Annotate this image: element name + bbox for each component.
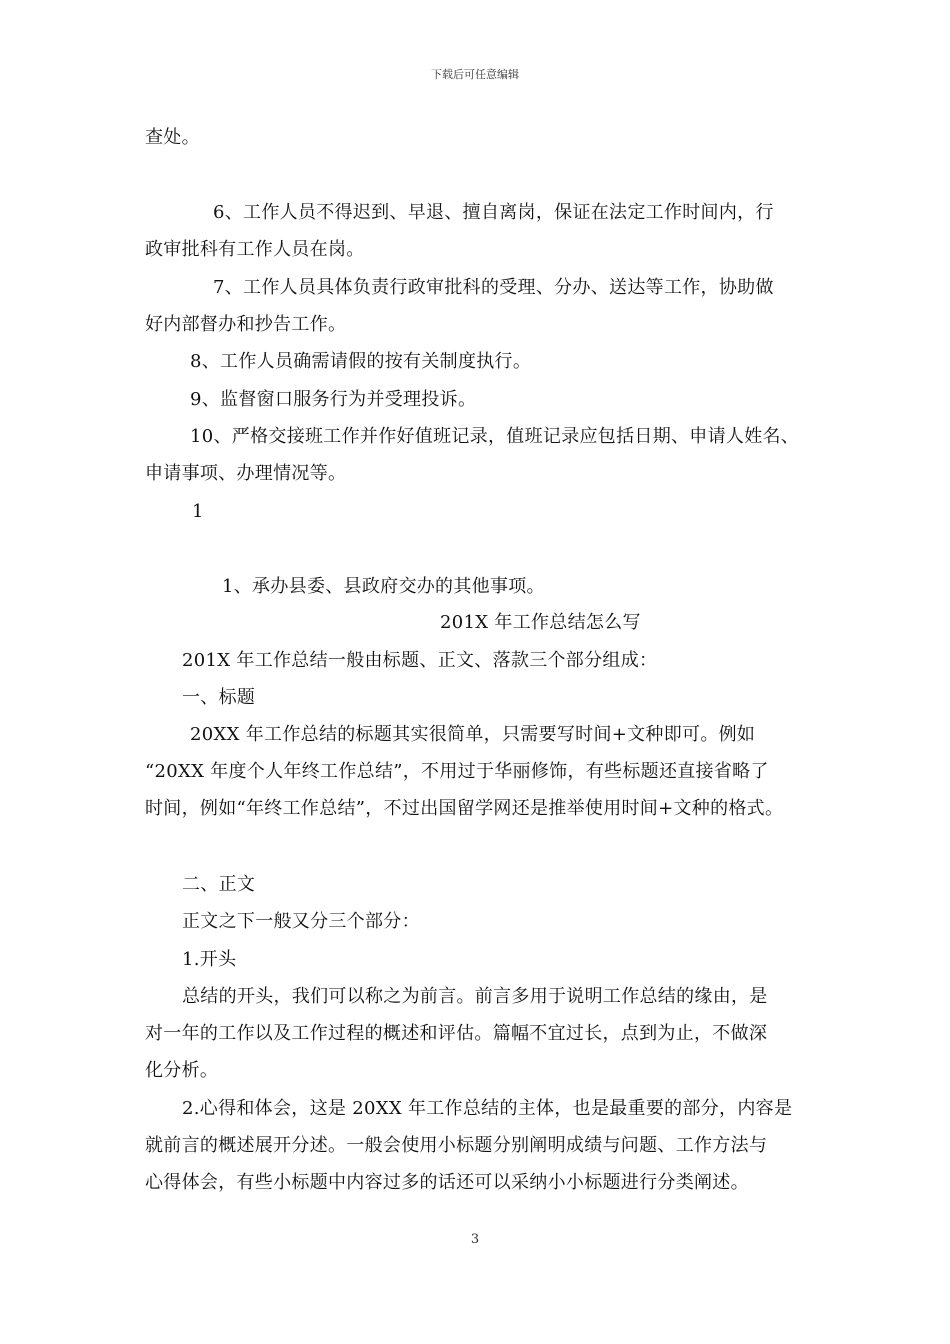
text-line: 6、工作人员不得迟到、早退、擅自离岗，保证在法定工作时间内，行: [213, 202, 774, 223]
text-line: 政审批科有工作人员在岗。: [145, 239, 365, 260]
text-line: 就前言的概述展开分述。一般会使用小标题分别阐明成绩与问题、工作方法与: [145, 1135, 768, 1156]
page-header: 下载后可任意编辑: [431, 68, 519, 81]
text-line: 查处。: [145, 127, 200, 148]
text-line: 201X 年工作总结一般由标题、正文、落款三个部分组成：: [182, 650, 658, 671]
section-title: 201X 年工作总结怎么写: [440, 612, 641, 633]
text-line: 7、工作人员具体负责行政审批科的受理、分办、送达等工作，协助做: [213, 277, 774, 298]
heading: 1.开头: [182, 949, 237, 970]
text-line: 8、工作人员确需请假的按有关制度执行。: [190, 351, 532, 372]
text-line: 好内部督办和抄告工作。: [145, 314, 347, 335]
text-line: 时间，例如“年终工作总结”，不过出国留学网还是推举使用时间+文种的格式。: [145, 798, 784, 819]
text-line: 对一年的工作以及工作过程的概述和评估。篇幅不宜过长，点到为止，不做深: [145, 1023, 768, 1044]
text-line: 总结的开头，我们可以称之为前言。前言多用于说明工作总结的缘由，是: [182, 986, 768, 1007]
text-line: 申请事项、办理情况等。: [145, 463, 347, 484]
text-line: “20XX 年度个人年终工作总结”，不用过于华丽修饰，有些标题还直接省略了: [145, 761, 769, 782]
text-line: 心得体会，有些小标题中内容过多的话还可以采纳小小标题进行分类阐述。: [145, 1172, 749, 1193]
text-line: 正文之下一般又分三个部分：: [182, 911, 420, 932]
heading: 二、正文: [182, 874, 256, 895]
page-number: 3: [470, 1232, 480, 1247]
text-line: 9、监督窗口服务行为并受理投诉。: [190, 389, 477, 410]
text-line: 10、严格交接班工作并作好值班记录，值班记录应包括日期、申请人姓名、: [190, 426, 800, 447]
text-line: 1、承办县委、县政府交办的其他事项。: [222, 576, 545, 597]
text-line: 2.心得和体会，这是 20XX 年工作总结的主体，也是最重要的部分，内容是: [182, 1098, 793, 1119]
text-line: 20XX 年工作总结的标题其实很简单，只需要写时间+文种即可。例如: [190, 724, 756, 745]
text-line: 1: [192, 501, 204, 522]
text-line: 化分析。: [145, 1060, 219, 1081]
heading: 一、标题: [182, 687, 256, 708]
